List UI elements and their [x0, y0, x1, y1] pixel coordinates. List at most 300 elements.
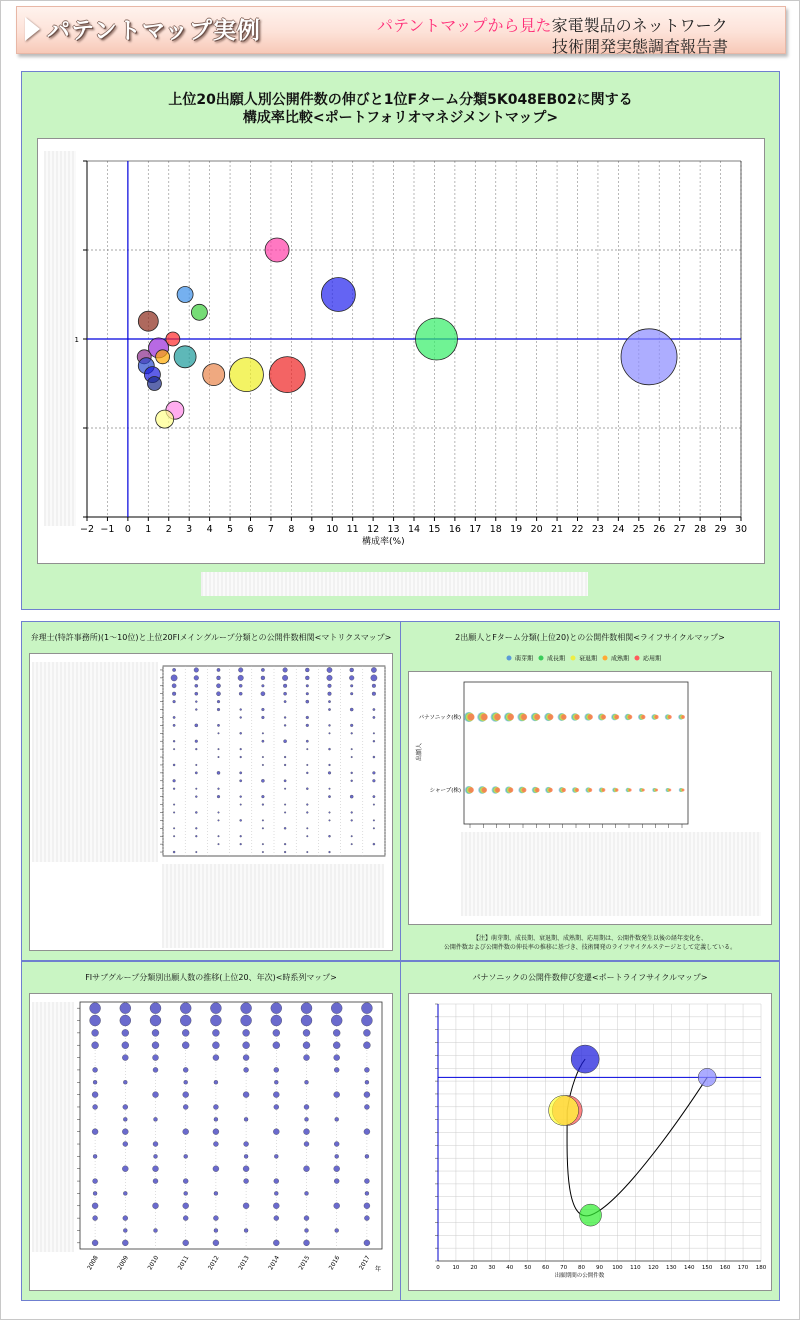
- matrix-point: [328, 692, 332, 696]
- timeseries-point: [122, 1042, 129, 1049]
- matrix-point: [240, 732, 242, 734]
- lifecycle-point: [629, 789, 632, 792]
- timeseries-point: [214, 1191, 218, 1195]
- trajectory-point: [580, 1204, 602, 1226]
- lifecycle-point: [495, 787, 500, 792]
- legend-marker: [603, 656, 608, 661]
- x-tick-label: 2016: [327, 1254, 342, 1272]
- lifecycle-point: [482, 787, 487, 792]
- bubble-point: [229, 358, 263, 392]
- timeseries-point: [153, 1166, 159, 1172]
- matrix-point: [238, 675, 244, 681]
- timeseries-point: [213, 1142, 218, 1147]
- timeseries-point: [93, 1080, 97, 1084]
- matrix-point: [372, 684, 376, 688]
- matrix-point: [351, 835, 353, 837]
- timeseries-point: [273, 1203, 279, 1209]
- x-tick-label: 180: [755, 1265, 767, 1271]
- timeseries-point: [182, 1042, 189, 1049]
- lifecycle-point: [655, 789, 658, 792]
- matrix-point: [371, 667, 376, 672]
- x-tick-label: −1: [100, 524, 115, 535]
- matrix-point: [173, 716, 175, 718]
- timeseries-point: [304, 1240, 310, 1246]
- matrix-point: [328, 748, 330, 750]
- x-tick-label: 130: [666, 1265, 677, 1271]
- timeseries-point: [123, 1080, 127, 1084]
- matrix-point: [217, 676, 221, 680]
- matrix-point: [327, 667, 332, 672]
- subtitle-text: 家電製品のネットワーク: [551, 16, 728, 35]
- matrix-point: [329, 851, 331, 853]
- timeseries-point: [183, 1240, 189, 1246]
- x-tick-label: 110: [630, 1265, 641, 1271]
- matrix-point: [351, 748, 353, 750]
- timeseries-point: [153, 1203, 159, 1209]
- timeseries-point: [274, 1191, 278, 1195]
- bubble-point: [269, 357, 305, 393]
- matrix-map-panel: [21, 621, 401, 961]
- matrix-point: [284, 804, 286, 806]
- matrix-point: [261, 676, 265, 680]
- timeseries-point: [244, 1117, 248, 1121]
- x-tick-label: 17: [469, 524, 482, 535]
- x-tick-label: 5: [227, 524, 234, 535]
- timeseries-point: [365, 1154, 369, 1158]
- lifecycle-map-panel: [400, 621, 780, 961]
- timeseries-point: [273, 1240, 279, 1246]
- timeseries-point: [122, 1029, 129, 1036]
- timeseries-point: [93, 1104, 98, 1109]
- timeseries-point: [364, 1203, 370, 1209]
- timeseries-point: [241, 1015, 252, 1026]
- bubble-point: [203, 364, 225, 386]
- timeseries-point: [122, 1055, 128, 1061]
- matrix-point: [351, 812, 353, 814]
- lifecycle-point: [602, 788, 605, 791]
- x-tick-label: 20: [530, 524, 543, 535]
- timeseries-point: [93, 1179, 98, 1184]
- lifecycle-point: [548, 714, 554, 720]
- x-tick-label: 170: [737, 1265, 749, 1271]
- matrix-point: [173, 788, 175, 790]
- timeseries-point: [274, 1067, 279, 1072]
- matrix-point: [262, 732, 264, 734]
- lifecycle-legend: [401, 650, 779, 666]
- x-tick-label: 2010: [146, 1254, 161, 1272]
- matrix-point: [240, 716, 242, 718]
- matrix-point: [282, 675, 288, 681]
- trajectory-point: [698, 1068, 716, 1086]
- timeseries-point: [364, 1216, 369, 1221]
- timeseries-point: [243, 1166, 249, 1172]
- bubble-point: [321, 278, 355, 312]
- x-tick-label: 0: [124, 524, 131, 535]
- matrix-point: [306, 788, 308, 790]
- matrix-point: [306, 772, 308, 774]
- matrix-point: [351, 732, 353, 734]
- timeseries-point: [152, 1029, 159, 1036]
- main-chart-title-line2: 構成率比較<ポートフォリオマネジメントマップ>: [242, 110, 559, 126]
- x-tick-label: 15: [428, 524, 441, 535]
- x-tick-label: 60: [542, 1265, 550, 1271]
- matrix-point: [372, 692, 376, 696]
- matrix-point: [373, 843, 375, 845]
- matrix-point: [307, 851, 309, 853]
- matrix-point: [329, 724, 331, 726]
- matrix-point: [262, 764, 264, 766]
- timeseries-point: [120, 1015, 131, 1026]
- matrix-point: [351, 780, 353, 782]
- timeseries-point: [364, 1067, 369, 1072]
- matrix-point: [173, 724, 175, 726]
- x-axis-title: 出願期間の公開件数: [554, 1273, 605, 1279]
- matrix-point: [350, 684, 353, 687]
- lifecycle-point: [468, 714, 475, 721]
- timeseries-point: [364, 1179, 369, 1184]
- matrix-point: [329, 732, 331, 734]
- matrix-point: [262, 827, 264, 829]
- matrix-map-area: [29, 653, 393, 951]
- x-tick-label: 120: [648, 1265, 659, 1271]
- x-tick-label: 10: [452, 1265, 460, 1271]
- timeseries-point: [183, 1129, 189, 1135]
- matrix-point: [195, 709, 197, 711]
- timeseries-point: [183, 1104, 188, 1109]
- timeseries-point: [241, 1003, 252, 1014]
- lifecycle-point: [495, 714, 501, 720]
- blurred-caption: [201, 572, 588, 596]
- x-tick-label: 150: [701, 1265, 713, 1271]
- matrix-point: [217, 795, 220, 798]
- matrix-point: [173, 748, 175, 750]
- lifecycle-point: [589, 788, 593, 792]
- bubble-point: [147, 377, 161, 391]
- matrix-point: [173, 804, 175, 806]
- timeseries-point: [93, 1191, 97, 1195]
- timeseries-point: [334, 1179, 339, 1184]
- matrix-point: [262, 740, 264, 742]
- timeseries-point: [123, 1191, 127, 1195]
- timeseries-point: [304, 1142, 309, 1147]
- matrix-point: [218, 748, 220, 750]
- main-chart-title-line1: 上位20出願人別公開件数の伸びと1位Fターム分類5K048EB02に関する: [168, 92, 633, 108]
- matrix-point: [238, 668, 243, 673]
- lifecycle-point: [468, 787, 473, 792]
- timeseries-point: [184, 1080, 188, 1084]
- matrix-point: [194, 675, 199, 680]
- timeseries-point: [301, 1003, 312, 1014]
- timeseries-map-area: [29, 993, 393, 1291]
- x-tick-label: 22: [571, 524, 584, 535]
- matrix-point: [328, 684, 332, 688]
- matrix-point: [349, 675, 354, 680]
- matrix-point: [284, 827, 286, 829]
- timeseries-point: [361, 1003, 372, 1014]
- timeseries-point: [271, 1003, 282, 1014]
- matrix-point: [240, 835, 242, 837]
- matrix-point: [195, 811, 197, 813]
- timeseries-point: [364, 1240, 370, 1246]
- lifecycle-point: [668, 715, 672, 719]
- x-tick-label: 70: [560, 1265, 568, 1271]
- timeseries-point: [213, 1104, 218, 1109]
- matrix-point: [373, 795, 375, 797]
- matrix-point: [328, 708, 330, 710]
- matrix-point: [262, 716, 265, 719]
- lifecycle-point: [655, 715, 659, 719]
- timeseries-point: [334, 1092, 340, 1098]
- bubble-point: [265, 238, 289, 262]
- matrix-point: [350, 692, 353, 695]
- timeseries-point: [213, 1166, 219, 1172]
- timeseries-bubble-chart: [30, 994, 392, 1290]
- lifecycle-point: [615, 715, 620, 720]
- y-axis-title: 出願人: [416, 742, 423, 762]
- timeseries-point: [364, 1092, 370, 1098]
- lifecycle-point: [575, 714, 580, 719]
- timeseries-point: [365, 1191, 369, 1195]
- matrix-point: [328, 700, 330, 702]
- x-tick-label: 23: [591, 524, 604, 535]
- main-bubble-chart: [38, 139, 764, 563]
- lifecycle-point: [521, 714, 527, 720]
- matrix-point: [306, 724, 309, 727]
- matrix-point: [284, 812, 286, 814]
- matrix-point: [262, 795, 265, 798]
- timeseries-point: [363, 1042, 370, 1049]
- matrix-point: [351, 756, 353, 758]
- bubble-point: [191, 304, 207, 320]
- timeseries-point: [184, 1154, 188, 1158]
- portlife-map-title: パナソニックの公開件数伸び変遷<ポートライフサイクルマップ>: [472, 973, 708, 982]
- timeseries-point: [92, 1129, 98, 1135]
- matrix-point: [217, 668, 220, 671]
- timeseries-point: [183, 1067, 188, 1072]
- matrix-point: [240, 748, 242, 750]
- matrix-bubble-chart: [30, 654, 392, 950]
- matrix-point: [284, 724, 286, 726]
- matrix-point: [283, 668, 288, 673]
- x-tick-label: 6: [247, 524, 254, 535]
- matrix-point: [240, 819, 242, 821]
- timeseries-point: [123, 1117, 127, 1121]
- legend-marker: [507, 656, 512, 661]
- matrix-point: [328, 835, 330, 837]
- x-tick-label: 21: [551, 524, 564, 535]
- lifecycle-bubble-chart: [409, 672, 771, 924]
- matrix-point: [195, 692, 198, 695]
- timeseries-point: [271, 1015, 282, 1026]
- matrix-point: [262, 804, 264, 806]
- matrix-point: [373, 779, 376, 782]
- x-tick-label: 19: [510, 524, 523, 535]
- timeseries-point: [243, 1092, 249, 1098]
- timeseries-point: [303, 1042, 310, 1049]
- timeseries-point: [243, 1203, 249, 1209]
- matrix-point: [217, 771, 220, 774]
- header-subtitle: [377, 13, 728, 36]
- timeseries-point: [183, 1092, 189, 1098]
- timeseries-point: [154, 1154, 158, 1158]
- legend-label: 衰退期: [579, 655, 598, 663]
- matrix-point: [217, 724, 219, 726]
- timeseries-point: [152, 1042, 159, 1049]
- matrix-map-title: 弁理士(特許事務所)(1〜10位)と上位20FIメイングループ分類との公開件数相関<マトリクスマップ>: [30, 633, 392, 642]
- timeseries-point: [213, 1129, 219, 1135]
- x-tick-label: 18: [489, 524, 502, 535]
- timeseries-point: [123, 1142, 128, 1147]
- matrix-point: [173, 835, 175, 837]
- matrix-point: [239, 692, 242, 695]
- x-tick-label: 2015: [297, 1254, 312, 1272]
- portlife-bubble-chart: [409, 994, 771, 1290]
- matrix-point: [173, 764, 175, 766]
- legend-marker: [571, 656, 576, 661]
- lifecycle-point: [509, 788, 514, 793]
- matrix-point: [371, 675, 377, 681]
- matrix-point: [307, 835, 309, 837]
- timeseries-point: [333, 1029, 340, 1036]
- legend-label: 成熟期: [611, 655, 630, 663]
- timeseries-point: [150, 1015, 161, 1026]
- matrix-point: [261, 779, 264, 782]
- timeseries-point: [331, 1003, 342, 1014]
- x-tick-label: 160: [719, 1265, 731, 1271]
- timeseries-point: [274, 1080, 278, 1084]
- matrix-point: [284, 700, 286, 702]
- matrix-point: [217, 700, 220, 703]
- matrix-point: [173, 827, 175, 829]
- trajectory-line: [567, 1059, 707, 1216]
- x-tick-label: 8: [288, 524, 295, 535]
- timeseries-point: [214, 1228, 218, 1232]
- x-tick-label: −2: [79, 524, 95, 535]
- lifecycle-point: [535, 714, 541, 720]
- matrix-point: [284, 764, 286, 766]
- matrix-point: [373, 708, 375, 710]
- timeseries-point: [244, 1179, 249, 1184]
- matrix-point: [262, 756, 264, 758]
- matrix-point: [329, 820, 331, 822]
- timeseries-point: [154, 1228, 158, 1232]
- x-tick-label: 9: [308, 524, 315, 535]
- timeseries-point: [304, 1216, 309, 1221]
- matrix-point: [261, 692, 265, 696]
- bubble-point: [174, 346, 196, 368]
- matrix-point: [218, 812, 220, 814]
- timeseries-point: [305, 1228, 309, 1232]
- timeseries-point: [244, 1142, 249, 1147]
- matrix-point: [218, 756, 220, 758]
- legend-marker: [635, 656, 640, 661]
- timeseries-point: [274, 1104, 279, 1109]
- matrix-point: [240, 796, 242, 798]
- matrix-point: [240, 843, 242, 845]
- matrix-point: [195, 724, 198, 727]
- timeseries-point: [154, 1117, 158, 1121]
- matrix-point: [373, 827, 375, 829]
- timeseries-point: [335, 1154, 339, 1158]
- header-banner: [16, 6, 786, 54]
- subtitle-highlight: パテントマップから見た: [377, 16, 552, 35]
- lifecycle-point: [615, 788, 618, 791]
- timeseries-point: [305, 1117, 309, 1121]
- matrix-point: [239, 684, 242, 687]
- matrix-point: [262, 820, 264, 822]
- timeseries-point: [244, 1228, 248, 1232]
- lifecycle-point: [549, 788, 553, 792]
- x-tick-label: 2008: [86, 1254, 100, 1272]
- matrix-point: [327, 675, 333, 681]
- x-tick-label: 12: [367, 524, 380, 535]
- x-tick-label: 140: [683, 1265, 695, 1271]
- timeseries-point: [153, 1142, 158, 1147]
- timeseries-point: [150, 1003, 161, 1014]
- timeseries-point: [210, 1003, 221, 1014]
- x-tick-label: 27: [673, 524, 686, 535]
- timeseries-point: [180, 1003, 191, 1014]
- matrix-point: [306, 740, 308, 742]
- timeseries-point: [243, 1055, 249, 1061]
- x-tick-label: 16: [448, 524, 461, 535]
- portlife-map-area: [408, 993, 772, 1291]
- matrix-point: [306, 692, 309, 695]
- matrix-point: [195, 835, 197, 837]
- x-tick-label: 1: [145, 524, 152, 535]
- timeseries-point: [365, 1080, 369, 1084]
- x-tick-label: 40: [506, 1265, 514, 1271]
- timeseries-point: [212, 1029, 219, 1036]
- timeseries-point: [92, 1240, 98, 1246]
- timeseries-point: [90, 1003, 101, 1014]
- x-tick-label: 2011: [176, 1254, 191, 1272]
- matrix-point: [195, 701, 197, 703]
- matrix-point: [262, 684, 265, 687]
- matrix-point: [195, 740, 198, 743]
- matrix-point: [328, 795, 330, 797]
- portlife-map-panel: [400, 961, 780, 1301]
- matrix-point: [284, 843, 286, 845]
- bubble-point: [156, 410, 174, 428]
- matrix-point: [351, 843, 353, 845]
- timeseries-point: [304, 1104, 309, 1109]
- matrix-point: [240, 709, 242, 711]
- timeseries-point: [92, 1029, 99, 1036]
- matrix-point: [329, 812, 331, 814]
- timeseries-point: [274, 1154, 278, 1158]
- matrix-point: [218, 843, 220, 845]
- x-tick-label: 4: [206, 524, 213, 535]
- lifecycle-point: [522, 788, 527, 793]
- timeseries-point: [212, 1042, 219, 1049]
- timeseries-point: [182, 1029, 189, 1036]
- x-tick-label: 30: [734, 524, 748, 535]
- matrix-point: [195, 684, 198, 687]
- timeseries-map-title: FIサブグループ分類別出願人数の推移(上位20、年次)<時系列マップ>: [85, 973, 337, 982]
- matrix-point: [172, 692, 176, 696]
- matrix-point: [284, 756, 286, 758]
- row-label: パナソニック(株): [418, 715, 461, 721]
- x-tick-label: 2009: [116, 1254, 131, 1272]
- timeseries-point: [305, 1191, 309, 1195]
- row-label: シャープ(株): [429, 788, 461, 794]
- timeseries-point: [361, 1015, 372, 1026]
- timeseries-point: [120, 1003, 131, 1014]
- matrix-point: [350, 708, 353, 711]
- timeseries-point: [364, 1104, 369, 1109]
- plot-border: [464, 682, 688, 824]
